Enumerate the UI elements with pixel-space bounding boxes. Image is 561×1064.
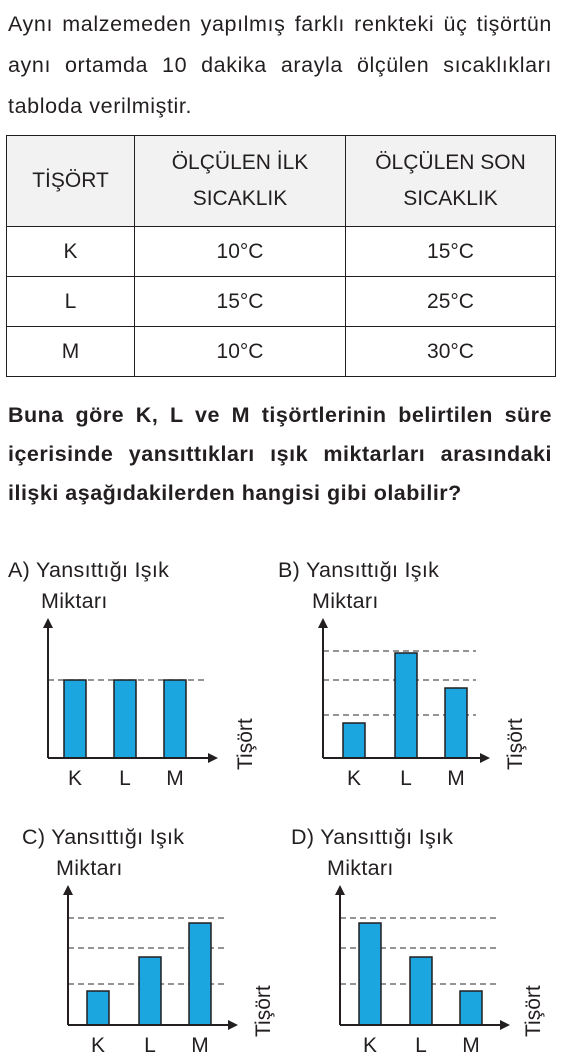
option-d-xlabel: Tişört (522, 985, 545, 1037)
table-cell: 15°C (135, 277, 346, 327)
option-c-ylabel-line1: Yansıttığı Işık (51, 825, 185, 849)
option-c-ylabel-line2: Miktarı (56, 856, 123, 880)
option-d-x-arrow-icon (500, 1020, 510, 1030)
option-a-letter: A) (8, 558, 31, 582)
option-d-y-arrow-icon (335, 885, 345, 895)
option-c-bar-l (139, 957, 161, 1025)
table-cell: 10°C (135, 227, 346, 277)
option-c-y-arrow-icon (63, 885, 73, 895)
table-cell: 25°C (346, 277, 556, 327)
option-d-bar-l (410, 957, 432, 1025)
option-b-ylabel-line2: Miktarı (312, 589, 379, 613)
table-cell: 30°C (346, 327, 556, 377)
option-d-bar-m (460, 991, 482, 1025)
option-d-tick-l: L (415, 1034, 427, 1057)
table-cell: 15°C (346, 227, 556, 277)
option-a-ylabel-line2: Miktarı (41, 589, 108, 613)
table-cell: M (7, 327, 135, 377)
option-b-letter: B) (278, 558, 301, 582)
table-cell: 10°C (135, 327, 346, 377)
option-a-tick-m: M (166, 767, 184, 790)
option-b-bar-k (343, 723, 365, 758)
option-c-bar-k (87, 991, 109, 1025)
option-a-y-arrow-icon (43, 618, 53, 628)
header-son-sicaklik: ÖLÇÜLEN SON SICAKLIK (346, 136, 556, 227)
option-c-tick-k: K (90, 1034, 106, 1057)
option-c-tick-l: L (144, 1034, 156, 1057)
option-c-letter: C) (22, 825, 46, 849)
option-c-x-arrow-icon (228, 1020, 238, 1030)
option-b-tick-m: M (447, 767, 465, 790)
table-cell: K (7, 227, 135, 277)
option-a-xlabel: Tişört (234, 718, 257, 770)
option-a-x-arrow-icon (208, 753, 218, 763)
option-d-ylabel-line2: Miktarı (327, 856, 394, 880)
option-d-tick-k: K (362, 1034, 378, 1057)
option-b-xlabel: Tişört (504, 718, 527, 770)
option-d-bar-k (359, 923, 381, 1025)
option-b-bar-l (395, 653, 417, 758)
option-a-bar-k (64, 680, 86, 758)
option-a-bar-m (164, 680, 186, 758)
option-a-tick-k: K (67, 767, 83, 790)
table-cell: L (7, 277, 135, 327)
option-c-bar-m (189, 923, 211, 1025)
option-a-tick-l: L (119, 767, 131, 790)
header-tisort: TİŞÖRT (7, 136, 135, 227)
option-a-bar-l (114, 680, 136, 758)
option-d-tick-m: M (462, 1034, 480, 1057)
option-a-ylabel-line1: Yansıttığı Işık (36, 558, 170, 582)
intro-text: Aynı malzemeden yapılmış farklı renkteki üç tişörtün aynı ortamda 10 dakika arayla ölçülen sıcaklıkları tabloda verilmiştir. (8, 12, 552, 118)
option-b-x-arrow-icon (480, 753, 490, 763)
option-c-tick-m: M (191, 1034, 209, 1057)
option-b-tick-k: K (346, 767, 362, 790)
header-ilk-sicaklik: ÖLÇÜLEN İLK SICAKLIK (135, 136, 346, 227)
option-b-y-arrow-icon (318, 618, 328, 628)
question-text: Buna göre K, L ve M tişörtlerinin belirtilen süre içerisinde yansıttıkları ışık miktarları arasındaki ilişki aşağıdakilerden hangisi gibi olabilir? (8, 403, 552, 505)
option-c-xlabel: Tişört (252, 985, 275, 1037)
option-b-ylabel-line1: Yansıttığı Işık (306, 558, 440, 582)
option-d-ylabel-line1: Yansıttığı Işık (320, 825, 454, 849)
option-d-letter: D) (291, 825, 315, 849)
option-b-tick-l: L (400, 767, 412, 790)
option-b-bar-m (445, 688, 467, 758)
